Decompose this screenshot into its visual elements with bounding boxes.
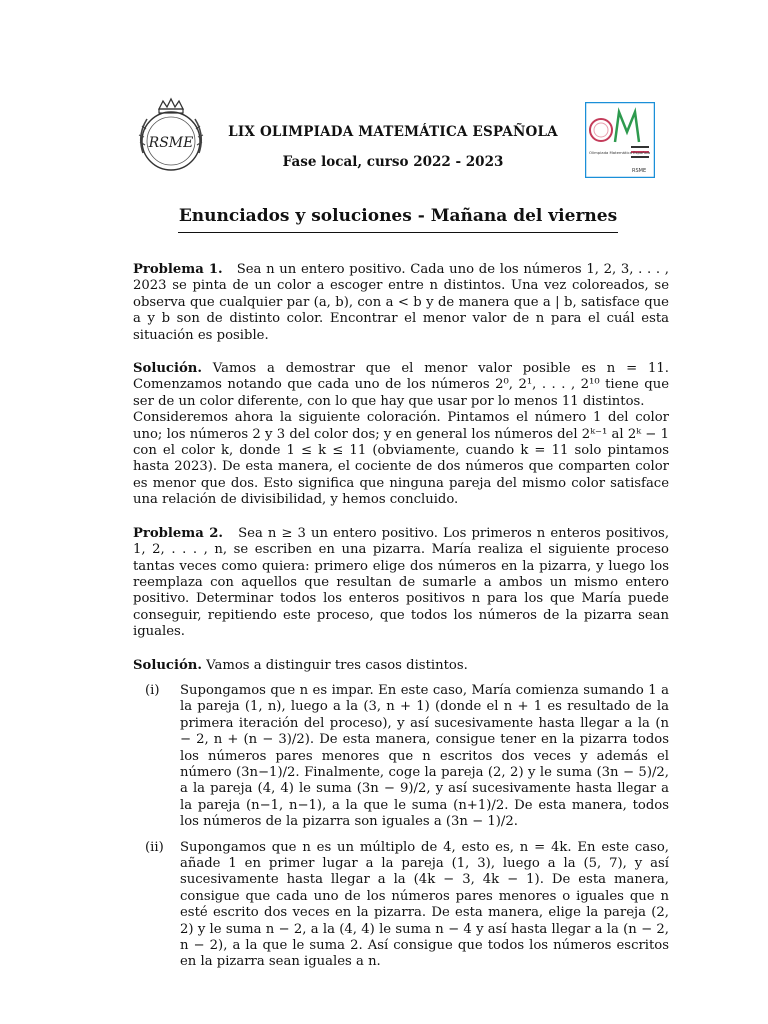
document-body [133, 262, 669, 980]
olympiad-name: LIX OLIMPIADA MATEMÁTICA ESPAÑOLA [228, 124, 558, 140]
case-number: (ii) [145, 839, 164, 855]
case-item [145, 683, 669, 831]
solution-2-cases [133, 683, 669, 971]
page-title: Enunciados y soluciones - Mañana del viernes [178, 206, 618, 233]
solution-2 [133, 658, 669, 674]
solution-1 [133, 361, 669, 410]
problem-2-label: Problema 2. [133, 525, 223, 541]
header [0, 0, 768, 200]
solution-1-para1: Vamos a demostrar que el menor valor posible es n = 11. Comenzamos notando que cada uno de los números 2⁰, 2¹, . . . , 2¹⁰ tiene que ser de un color diferente, con lo que hay que usar por lo menos 11 distintos. [133, 361, 669, 409]
solution-2-label: Solución. [133, 657, 202, 673]
case-number: (i) [145, 682, 160, 698]
problem-1-text: Sea n un entero positivo. Cada uno de los números 1, 2, 3, . . . , 2023 se pinta de un color a escoger entre n distintos. Una vez coloreados, se observa que cualquier par (a, b), con a < b y de manera que a | b, satisface que a y b son de distinto color. Encontrar el menor valor de n para el cuál esta situación es posible. [133, 262, 669, 343]
phase-course: Fase local, curso 2022 - 2023 [282, 154, 504, 170]
problem-1 [133, 262, 669, 344]
problem-2 [133, 526, 669, 641]
case-item [145, 840, 669, 971]
seal-monogram: RSME [148, 135, 194, 151]
ome-logo-text: Olimpiada Matemática Española [589, 150, 651, 155]
ome-logo-badge: RSME [632, 168, 647, 174]
rsme-seal-logo [131, 95, 211, 175]
case-text: Supongamos que n es un múltiplo de 4, esto es, n = 4k. En este caso, añade 1 en primer lugar a la pareja (1, 3), luego a la (5, 7), y así sucesivamente hasta llegar a la (4k − 3, 4k − 1). De esta manera, consigue que cada uno de los números pares menores o iguales que n esté escrito dos veces en la pizarra. De esta manera, elige la pareja (2, 2) y le suma n − 2, a la (4, 4) le suma n − 4 y así hasta llegar a la (n − 2, n − 2), a la que le suma 2. Así consigue que todos los números escritos en la pizarra sean iguales a n. [180, 839, 669, 970]
case-text: Supongamos que n es impar. En este caso, María comienza sumando 1 a la pareja (1, n), luego a la (3, n + 1) (donde el n + 1 es resultado de la primera iteración del proceso), y así sucesivamente hasta llegar a la (n − 2, n + (n − 3)/2). De esta manera, consigue tener en la pizarra todos los números pares menores que n escritos dos veces y además el número (3n−1)/2. Finalmente, coge la pareja (2, 2) y le suma (3n − 5)/2, a la pareja (4, 4) le suma (3n − 9)/2, y así sucesivamente hasta llegar a la pareja (n−1, n−1), a la que le suma (n+1)/2. De esta manera, todos los números de la pizarra son iguales a (3n − 1)/2. [180, 682, 669, 830]
problem-1-label: Problema 1. [133, 262, 223, 277]
solution-2-intro: Vamos a distinguir tres casos distintos. [206, 657, 468, 673]
solution-1-label: Solución. [133, 361, 202, 377]
ome-logo [585, 102, 655, 178]
solution-1-para2: Consideremos ahora la siguiente coloración. Pintamos el número 1 del color uno; los números 2 y 3 del color dos; y en general los números del 2ᵏ⁻¹ al 2ᵏ − 1 con el color k, donde 1 ≤ k ≤ 11 (obviamente, cuando k = 11 solo pintamos hasta 2023). De esta manera, el cociente de dos números que comparten color es menor que dos. Esto significa que ninguna pareja del mismo color satisface una relación de divisibilidad, y hemos concluido. [133, 410, 669, 508]
problem-2-text: Sea n ≥ 3 un entero positivo. Los primeros n enteros positivos, 1, 2, . . . , n, se escriben en una pizarra. María realiza el siguiente proceso tantas veces como quiera: primero elige dos números en la pizarra, y luego los reemplaza con aquellos que resultan de sumarle a ambos un mismo entero positivo. Determinar todos los enteros positivos n para los que María puede conseguir, repitiendo este proceso, que todos los números de la pizarra sean iguales. [133, 525, 670, 640]
